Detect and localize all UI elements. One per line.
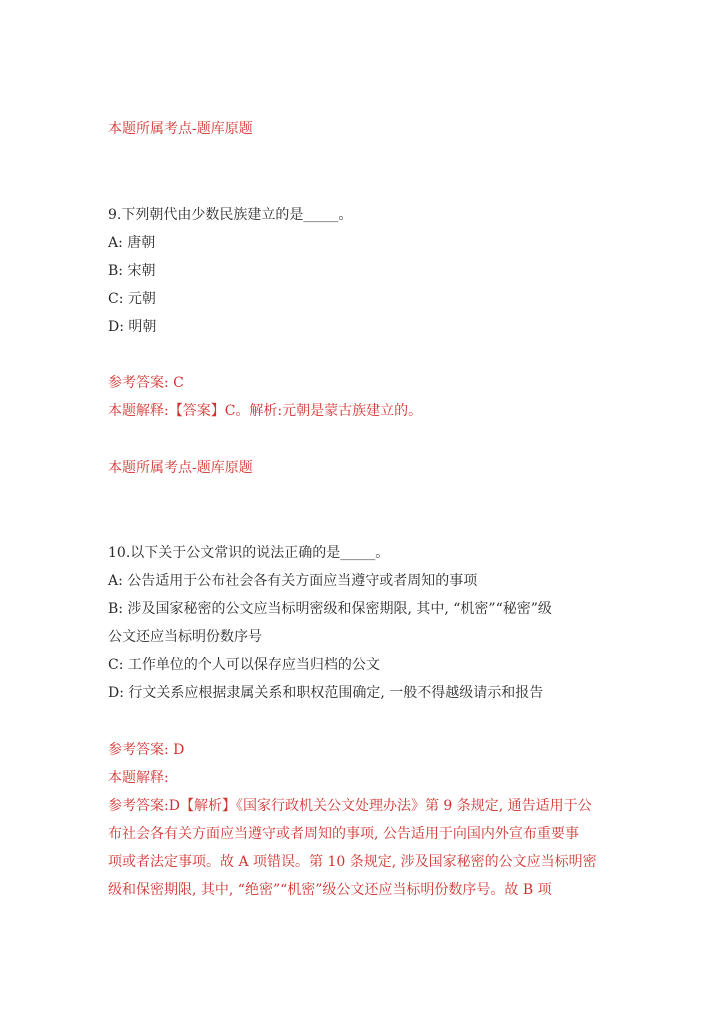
question-10-option-c: C: 工作单位的个人可以保存应当归档的公文 [108,657,380,673]
question-10-text: 10.以下关于公文常识的说法正确的是_____。 [108,545,390,561]
question-9-option-b: B: 宋朝 [108,263,156,279]
topic-label: 本题所属考点-题库原题 [108,121,253,137]
question-9-text: 9.下列朝代由少数民族建立的是_____。 [108,207,353,223]
question-9-option-c: C: 元朝 [108,291,156,307]
question-10-answer: 参考答案: D [108,742,185,758]
question-9-option-a: A: 唐朝 [108,235,156,251]
question-10-option-b-continued: 公文还应当标明份数序号 [108,629,262,645]
question-10-explanation-line-3: 项或者法定事项。故 A 项错误。第 10 条规定, 涉及国家秘密的公文应当标明密 [108,854,597,870]
question-10-option-b: B: 涉及国家秘密的公文应当标明密级和保密期限, 其中, “机密”“秘密”级 [108,601,552,617]
question-9-option-d: D: 明朝 [108,319,157,335]
question-9-topic: 本题所属考点-题库原题 [108,460,253,476]
question-10-option-a: A: 公告适用于公布社会各有关方面应当遵守或者周知的事项 [108,573,478,589]
question-10-explanation-label: 本题解释: [108,770,169,786]
question-9-answer: 参考答案: C [108,375,184,391]
question-10-explanation-line-4: 级和保密期限, 其中, “绝密”“机密”级公文还应当标明份数序号。故 B 项 [108,882,552,898]
question-9-explanation: 本题解释:【答案】C。解析:元朝是蒙古族建立的。 [108,403,423,419]
question-10-explanation-line-1: 参考答案:D【解析】《国家行政机关公文处理办法》第 9 条规定, 通告适用于公 [108,798,592,814]
question-10-option-d: D: 行文关系应根据隶属关系和职权范围确定, 一般不得越级请示和报告 [108,685,544,701]
question-10-explanation-line-2: 布社会各有关方面应当遵守或者周知的事项, 公告适用于向国内外宣布重要事 [108,826,579,842]
